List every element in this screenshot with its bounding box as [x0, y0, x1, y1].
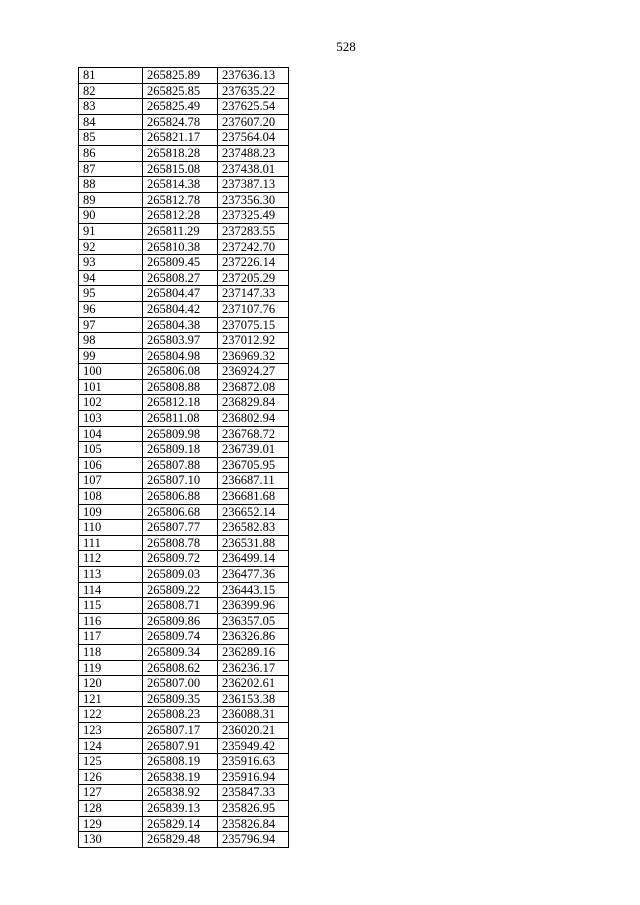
y-coordinate-cell: 237147.33 [218, 286, 289, 302]
table-row [79, 769, 289, 785]
y-coordinate-cell: 236705.95 [218, 457, 289, 473]
y-coordinate-cell: 237438.01 [218, 161, 289, 177]
coordinate-table [78, 67, 289, 848]
point-number-cell: 106 [79, 457, 143, 473]
y-coordinate-cell: 237636.13 [218, 68, 289, 84]
y-coordinate-cell: 236739.01 [218, 442, 289, 458]
point-number-cell: 117 [79, 629, 143, 645]
y-coordinate-cell: 236326.86 [218, 629, 289, 645]
x-coordinate-cell: 265811.29 [143, 223, 218, 239]
x-coordinate-cell: 265838.92 [143, 785, 218, 801]
x-coordinate-cell: 265809.03 [143, 567, 218, 583]
point-number-cell: 91 [79, 223, 143, 239]
point-number-cell: 103 [79, 411, 143, 427]
x-coordinate-cell: 265807.10 [143, 473, 218, 489]
table-row [79, 785, 289, 801]
x-coordinate-cell: 265808.27 [143, 270, 218, 286]
y-coordinate-cell: 237625.54 [218, 99, 289, 115]
y-coordinate-cell: 235916.94 [218, 769, 289, 785]
x-coordinate-cell: 265839.13 [143, 800, 218, 816]
point-number-cell: 123 [79, 722, 143, 738]
y-coordinate-cell: 236088.31 [218, 707, 289, 723]
y-coordinate-cell: 237242.70 [218, 239, 289, 255]
table-row [79, 379, 289, 395]
table-row [79, 114, 289, 130]
table-row [79, 317, 289, 333]
table-row [79, 348, 289, 364]
y-coordinate-cell: 236477.36 [218, 567, 289, 583]
x-coordinate-cell: 265808.23 [143, 707, 218, 723]
point-number-cell: 105 [79, 442, 143, 458]
point-number-cell: 108 [79, 489, 143, 505]
y-coordinate-cell: 235847.33 [218, 785, 289, 801]
table-row [79, 738, 289, 754]
point-number-cell: 130 [79, 832, 143, 848]
point-number-cell: 111 [79, 535, 143, 551]
y-coordinate-cell: 236153.38 [218, 691, 289, 707]
point-number-cell: 122 [79, 707, 143, 723]
y-coordinate-cell: 236969.32 [218, 348, 289, 364]
coordinate-table-body [79, 68, 289, 848]
x-coordinate-cell: 265809.74 [143, 629, 218, 645]
table-row [79, 722, 289, 738]
y-coordinate-cell: 235826.95 [218, 800, 289, 816]
point-number-cell: 119 [79, 660, 143, 676]
y-coordinate-cell: 236872.08 [218, 379, 289, 395]
y-coordinate-cell: 237226.14 [218, 255, 289, 271]
point-number-cell: 81 [79, 68, 143, 84]
table-row [79, 333, 289, 349]
y-coordinate-cell: 236768.72 [218, 426, 289, 442]
y-coordinate-cell: 235916.63 [218, 754, 289, 770]
x-coordinate-cell: 265812.28 [143, 208, 218, 224]
table-row [79, 301, 289, 317]
table-row [79, 99, 289, 115]
point-number-cell: 93 [79, 255, 143, 271]
point-number-cell: 126 [79, 769, 143, 785]
point-number-cell: 95 [79, 286, 143, 302]
table-row [79, 644, 289, 660]
point-number-cell: 110 [79, 520, 143, 536]
table-row [79, 395, 289, 411]
x-coordinate-cell: 265818.28 [143, 145, 218, 161]
point-number-cell: 129 [79, 816, 143, 832]
x-coordinate-cell: 265810.38 [143, 239, 218, 255]
x-coordinate-cell: 265807.88 [143, 457, 218, 473]
y-coordinate-cell: 236443.15 [218, 582, 289, 598]
table-row [79, 707, 289, 723]
point-number-cell: 102 [79, 395, 143, 411]
point-number-cell: 98 [79, 333, 143, 349]
point-number-cell: 118 [79, 644, 143, 660]
point-number-cell: 104 [79, 426, 143, 442]
table-row [79, 520, 289, 536]
y-coordinate-cell: 237607.20 [218, 114, 289, 130]
x-coordinate-cell: 265806.08 [143, 364, 218, 380]
x-coordinate-cell: 265808.78 [143, 535, 218, 551]
table-row [79, 691, 289, 707]
table-row [79, 442, 289, 458]
y-coordinate-cell: 236582.83 [218, 520, 289, 536]
table-row [79, 676, 289, 692]
y-coordinate-cell: 236687.11 [218, 473, 289, 489]
point-number-cell: 125 [79, 754, 143, 770]
x-coordinate-cell: 265804.47 [143, 286, 218, 302]
table-row [79, 192, 289, 208]
table-row [79, 816, 289, 832]
y-coordinate-cell: 236357.05 [218, 613, 289, 629]
x-coordinate-cell: 265825.49 [143, 99, 218, 115]
x-coordinate-cell: 265825.85 [143, 83, 218, 99]
x-coordinate-cell: 265804.98 [143, 348, 218, 364]
y-coordinate-cell: 237283.55 [218, 223, 289, 239]
point-number-cell: 82 [79, 83, 143, 99]
x-coordinate-cell: 265809.72 [143, 551, 218, 567]
x-coordinate-cell: 265806.88 [143, 489, 218, 505]
table-row [79, 598, 289, 614]
x-coordinate-cell: 265809.35 [143, 691, 218, 707]
point-number-cell: 114 [79, 582, 143, 598]
point-number-cell: 113 [79, 567, 143, 583]
x-coordinate-cell: 265809.18 [143, 442, 218, 458]
x-coordinate-cell: 265838.19 [143, 769, 218, 785]
x-coordinate-cell: 265821.17 [143, 130, 218, 146]
point-number-cell: 89 [79, 192, 143, 208]
x-coordinate-cell: 265807.00 [143, 676, 218, 692]
table-row [79, 130, 289, 146]
table-row [79, 800, 289, 816]
table-row [79, 208, 289, 224]
point-number-cell: 101 [79, 379, 143, 395]
y-coordinate-cell: 236802.94 [218, 411, 289, 427]
point-number-cell: 120 [79, 676, 143, 692]
point-number-cell: 96 [79, 301, 143, 317]
table-row [79, 754, 289, 770]
y-coordinate-cell: 237488.23 [218, 145, 289, 161]
table-row [79, 161, 289, 177]
point-number-cell: 107 [79, 473, 143, 489]
x-coordinate-cell: 265815.08 [143, 161, 218, 177]
y-coordinate-cell: 236829.84 [218, 395, 289, 411]
x-coordinate-cell: 265812.18 [143, 395, 218, 411]
table-row [79, 286, 289, 302]
x-coordinate-cell: 265809.45 [143, 255, 218, 271]
point-number-cell: 128 [79, 800, 143, 816]
x-coordinate-cell: 265809.34 [143, 644, 218, 660]
y-coordinate-cell: 237387.13 [218, 177, 289, 193]
point-number-cell: 124 [79, 738, 143, 754]
y-coordinate-cell: 237635.22 [218, 83, 289, 99]
x-coordinate-cell: 265808.19 [143, 754, 218, 770]
table-row [79, 68, 289, 84]
x-coordinate-cell: 265808.71 [143, 598, 218, 614]
point-number-cell: 83 [79, 99, 143, 115]
point-number-cell: 99 [79, 348, 143, 364]
table-row [79, 364, 289, 380]
x-coordinate-cell: 265812.78 [143, 192, 218, 208]
table-row [79, 239, 289, 255]
x-coordinate-cell: 265829.48 [143, 832, 218, 848]
x-coordinate-cell: 265811.08 [143, 411, 218, 427]
point-number-cell: 92 [79, 239, 143, 255]
y-coordinate-cell: 237075.15 [218, 317, 289, 333]
y-coordinate-cell: 237107.76 [218, 301, 289, 317]
point-number-cell: 90 [79, 208, 143, 224]
y-coordinate-cell: 236652.14 [218, 504, 289, 520]
table-row [79, 567, 289, 583]
table-row [79, 535, 289, 551]
table-row [79, 473, 289, 489]
x-coordinate-cell: 265803.97 [143, 333, 218, 349]
y-coordinate-cell: 236020.21 [218, 722, 289, 738]
x-coordinate-cell: 265804.42 [143, 301, 218, 317]
point-number-cell: 97 [79, 317, 143, 333]
point-number-cell: 86 [79, 145, 143, 161]
point-number-cell: 121 [79, 691, 143, 707]
table-row [79, 582, 289, 598]
x-coordinate-cell: 265809.98 [143, 426, 218, 442]
point-number-cell: 115 [79, 598, 143, 614]
point-number-cell: 116 [79, 613, 143, 629]
table-row [79, 411, 289, 427]
x-coordinate-cell: 265825.89 [143, 68, 218, 84]
x-coordinate-cell: 265807.77 [143, 520, 218, 536]
y-coordinate-cell: 236681.68 [218, 489, 289, 505]
x-coordinate-cell: 265808.62 [143, 660, 218, 676]
table-row [79, 145, 289, 161]
table-row [79, 457, 289, 473]
y-coordinate-cell: 237564.04 [218, 130, 289, 146]
page-number: 528 [336, 39, 356, 54]
y-coordinate-cell: 237325.49 [218, 208, 289, 224]
point-number-cell: 127 [79, 785, 143, 801]
y-coordinate-cell: 235949.42 [218, 738, 289, 754]
y-coordinate-cell: 236202.61 [218, 676, 289, 692]
x-coordinate-cell: 265809.86 [143, 613, 218, 629]
x-coordinate-cell: 265814.38 [143, 177, 218, 193]
table-row [79, 83, 289, 99]
y-coordinate-cell: 236236.17 [218, 660, 289, 676]
x-coordinate-cell: 265807.91 [143, 738, 218, 754]
point-number-cell: 100 [79, 364, 143, 380]
table-row [79, 223, 289, 239]
table-row [79, 504, 289, 520]
table-row [79, 270, 289, 286]
y-coordinate-cell: 236531.88 [218, 535, 289, 551]
table-row [79, 255, 289, 271]
table-row [79, 660, 289, 676]
table-row [79, 832, 289, 848]
x-coordinate-cell: 265829.14 [143, 816, 218, 832]
x-coordinate-cell: 265807.17 [143, 722, 218, 738]
point-number-cell: 85 [79, 130, 143, 146]
table-row [79, 177, 289, 193]
point-number-cell: 109 [79, 504, 143, 520]
x-coordinate-cell: 265806.68 [143, 504, 218, 520]
point-number-cell: 112 [79, 551, 143, 567]
x-coordinate-cell: 265804.38 [143, 317, 218, 333]
point-number-cell: 84 [79, 114, 143, 130]
y-coordinate-cell: 235826.84 [218, 816, 289, 832]
x-coordinate-cell: 265809.22 [143, 582, 218, 598]
y-coordinate-cell: 236289.16 [218, 644, 289, 660]
y-coordinate-cell: 237356.30 [218, 192, 289, 208]
y-coordinate-cell: 235796.94 [218, 832, 289, 848]
x-coordinate-cell: 265808.88 [143, 379, 218, 395]
y-coordinate-cell: 237205.29 [218, 270, 289, 286]
x-coordinate-cell: 265824.78 [143, 114, 218, 130]
table-row [79, 629, 289, 645]
y-coordinate-cell: 237012.92 [218, 333, 289, 349]
table-row [79, 551, 289, 567]
table-row [79, 426, 289, 442]
y-coordinate-cell: 236924.27 [218, 364, 289, 380]
table-row [79, 489, 289, 505]
point-number-cell: 88 [79, 177, 143, 193]
point-number-cell: 87 [79, 161, 143, 177]
y-coordinate-cell: 236399.96 [218, 598, 289, 614]
table-row [79, 613, 289, 629]
y-coordinate-cell: 236499.14 [218, 551, 289, 567]
point-number-cell: 94 [79, 270, 143, 286]
